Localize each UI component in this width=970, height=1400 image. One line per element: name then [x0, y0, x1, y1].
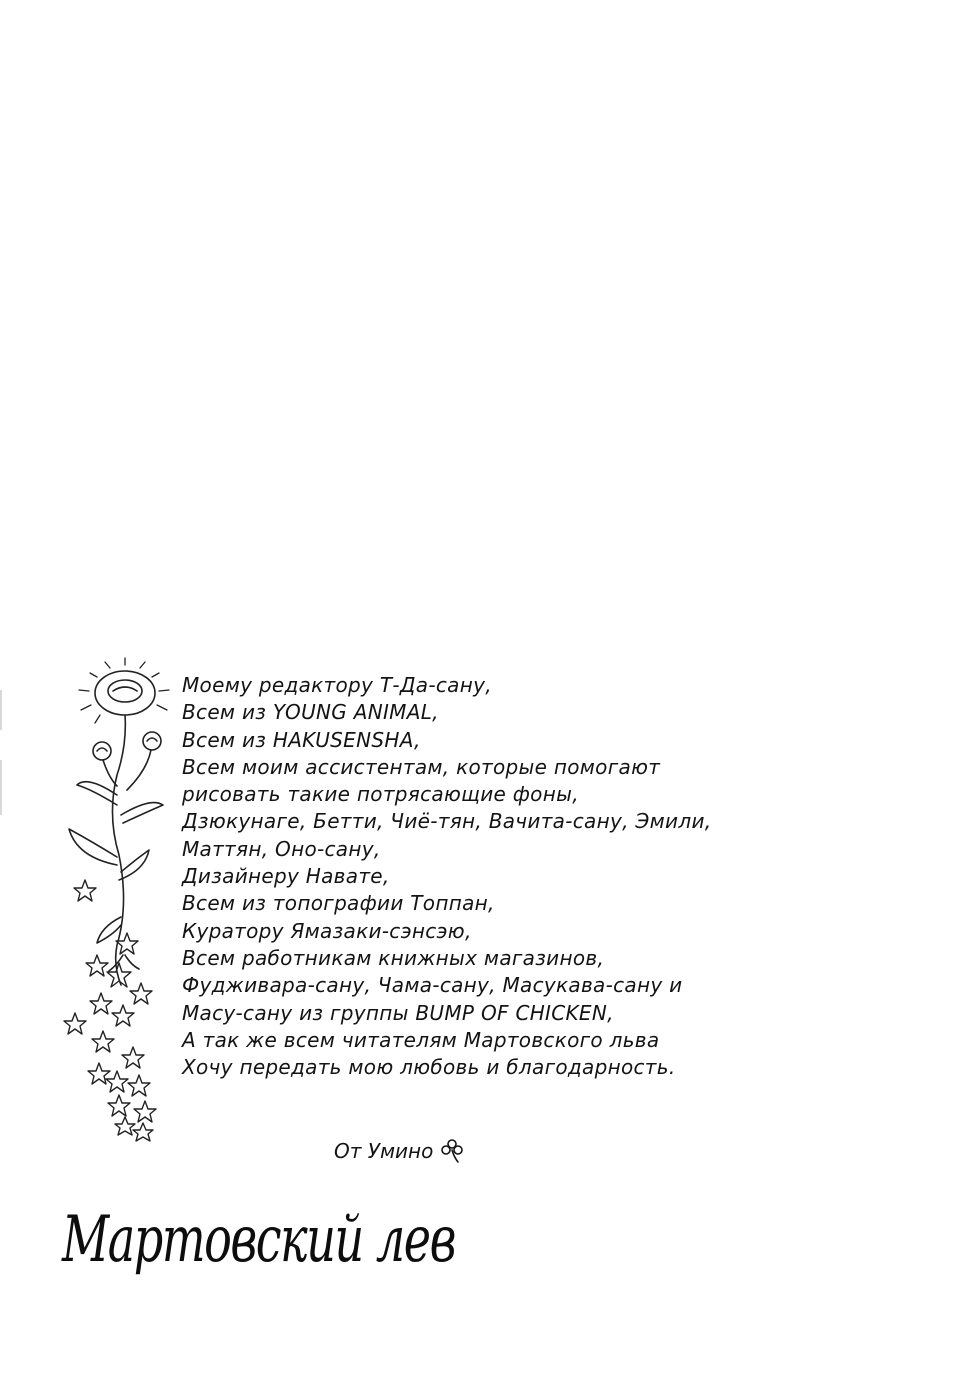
signature — [334, 1138, 463, 1164]
message-line: Всем моим ассистентам, которые помогают — [182, 754, 661, 779]
scan-edge-mark — [0, 760, 2, 815]
message-line: Маттян, Оно-сану, — [182, 836, 381, 861]
signature-text: От Умино — [334, 1139, 434, 1163]
scan-edge-mark — [0, 690, 2, 730]
message-line: А так же всем читателям Мартовского льва — [182, 1027, 660, 1052]
book-title: Мартовский лев — [62, 1203, 456, 1277]
thank-you-message — [182, 672, 822, 1081]
message-line: рисовать такие потрясающие фоны, — [182, 782, 579, 807]
message-line: Дзюкунаге, Бетти, Чиё-тян, Вачита-сану, Эмили, — [182, 809, 712, 834]
message-line: Фудживара-сану, Чама-сану, Масукава-сану и — [182, 973, 683, 998]
message-line: Масу-сану из группы BUMP OF CHICKEN, — [182, 1000, 614, 1025]
message-line: Всем из HAKUSENSHA, — [182, 727, 421, 752]
message-line: Дизайнеру Навате, — [182, 864, 390, 889]
flower-with-stars-drawing — [55, 655, 180, 1145]
star-cluster — [64, 880, 156, 1141]
message-line: Куратору Ямазаки-сэнсэю, — [182, 918, 472, 943]
message-line: Всем из YOUNG ANIMAL, — [182, 700, 439, 725]
clover-icon — [441, 1138, 463, 1164]
message-line: Хочу передать мою любовь и благодарность. — [182, 1055, 676, 1080]
message-line: Всем из топографии Топпан, — [182, 891, 495, 916]
message-line: Моему редактору Т-Да-сану, — [182, 673, 492, 697]
message-line: Всем работникам книжных магазинов, — [182, 945, 605, 970]
